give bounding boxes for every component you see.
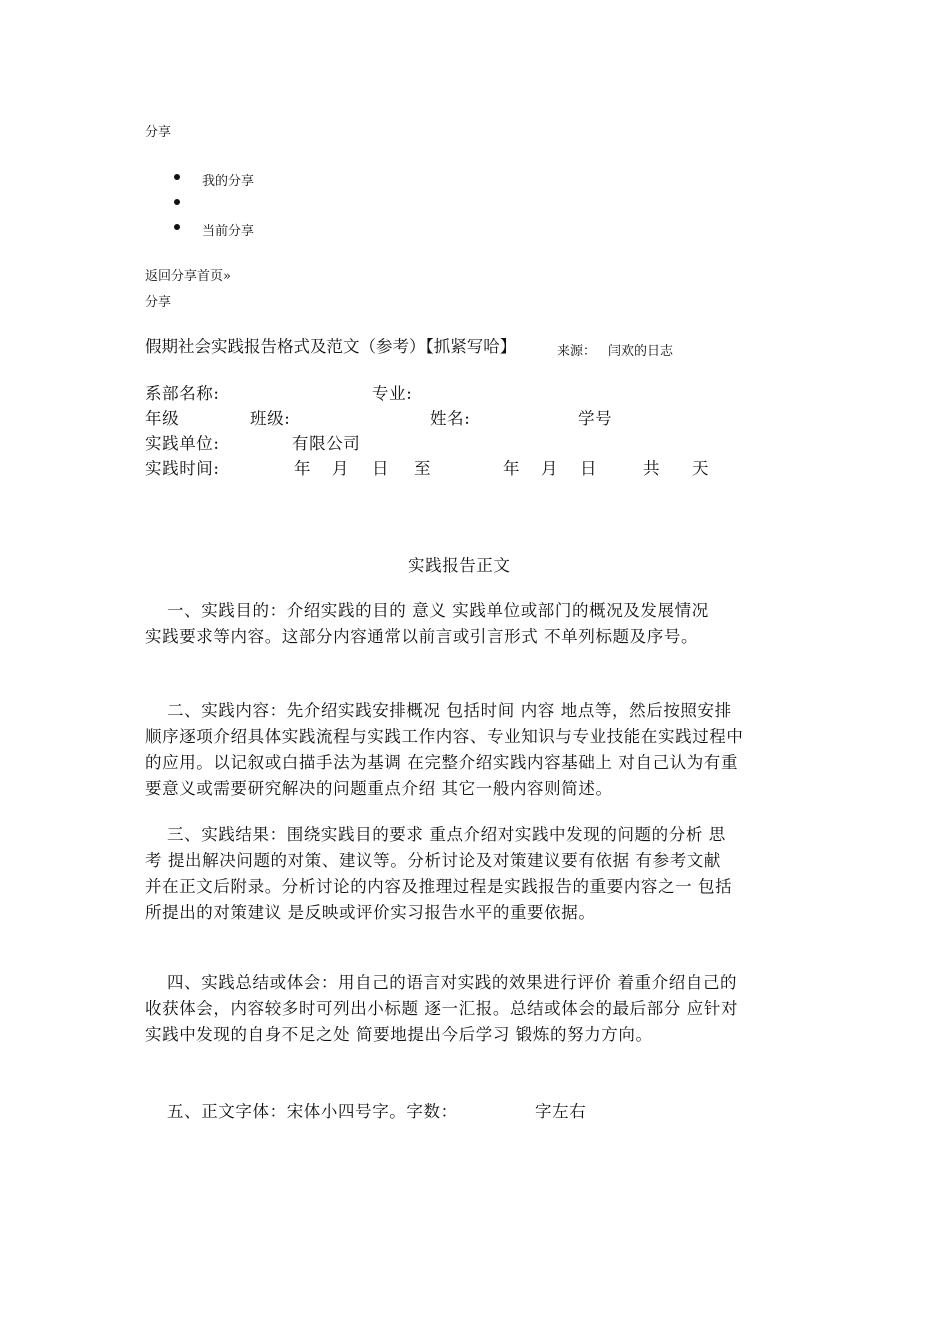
class-label: 班级: [250, 409, 291, 428]
source-author-link[interactable]: 闫欢的日志 [608, 344, 674, 359]
paragraph-content [145, 698, 815, 802]
section-title: 实践报告正文 [408, 556, 511, 575]
article-title: 假期社会实践报告格式及范文（参考）【抓紧写哈】 [145, 337, 517, 356]
paragraph-results [145, 822, 815, 926]
end-year: 年 [503, 459, 521, 478]
bullet-icon [174, 199, 180, 205]
total-label: 共 [643, 459, 661, 478]
company-suffix: 有限公司 [292, 434, 361, 453]
department-label: 系部名称: [145, 384, 220, 403]
paragraph-line: 三、实践结果：围绕实践目的要求 重点介绍对实践中发现的问题的分析 思 [167, 825, 726, 844]
paragraph-summary [145, 970, 815, 1048]
word-count-suffix: 字左右 [535, 1102, 587, 1121]
paragraph-line: 要意义或需要研究解决的问题重点介绍 其它一般内容则简述。 [145, 779, 613, 798]
to-label: 至 [414, 459, 432, 478]
days-label: 天 [692, 459, 710, 478]
paragraph-line: 实践要求等内容。这部分内容通常以前言或引言形式 不单列标题及序号。 [145, 627, 699, 646]
paragraph-line: 一、实践目的：介绍实践的目的 意义 实践单位或部门的概况及发展情况 [167, 601, 709, 620]
paragraph-line: 四、实践总结或体会：用自己的语言对实践的效果进行评价 着重介绍自己的 [167, 973, 738, 992]
paragraph-purpose [145, 598, 815, 650]
source-label: 来源： [557, 344, 597, 359]
paragraph-line: 的应用。以记叙或白描手法为基调 在完整介绍实践内容基础上 对自己认为有重 [145, 753, 739, 772]
grade-label: 年级 [145, 409, 180, 428]
bullet-icon [174, 224, 180, 230]
share-heading-secondary: 分享 [145, 295, 172, 310]
menu-item-my-share[interactable]: 我的分享 [202, 174, 255, 189]
student-id-label: 学号 [578, 409, 613, 428]
start-year: 年 [294, 459, 312, 478]
back-to-share-home-link[interactable]: 返回分享首页» [145, 269, 231, 284]
share-heading: 分享 [145, 125, 172, 140]
practice-time-label: 实践时间: [145, 459, 220, 478]
paragraph-line: 实践中发现的自身不足之处 简要地提出今后学习 锻炼的努力方向。 [145, 1025, 653, 1044]
paragraph-line: 并在正文后附录。分析讨论的内容及推理过程是实践报告的重要内容之一 包括 [145, 877, 733, 896]
paragraph-font-requirement: 五、正文字体：宋体小四号字。字数： [167, 1102, 458, 1121]
start-month: 月 [332, 459, 350, 478]
paragraph-line: 顺序逐项介绍具体实践流程与实践工作内容、专业知识与专业技能在实践过程中 [145, 727, 744, 746]
menu-item-current-share[interactable]: 当前分享 [202, 224, 255, 239]
major-label: 专业: [372, 384, 413, 403]
practice-unit-label: 实践单位: [145, 434, 220, 453]
paragraph-line: 二、实践内容：先介绍实践安排概况 包括时间 内容 地点等，然后按照安排 [167, 701, 732, 720]
paragraph-line: 考 提出解决问题的对策、建议等。分析讨论及对策建议要有依据 有参考文献 [145, 851, 721, 870]
end-month: 月 [541, 459, 559, 478]
paragraph-line: 收获体会，内容较多时可列出小标题 逐一汇报。总结或体会的最后部分 应针对 [145, 999, 739, 1018]
bullet-icon [174, 174, 180, 180]
end-day: 日 [580, 459, 598, 478]
start-day: 日 [372, 459, 390, 478]
paragraph-line: 所提出的对策建议 是反映或评价实习报告水平的重要依据。 [145, 903, 596, 922]
name-label: 姓名: [430, 409, 471, 428]
